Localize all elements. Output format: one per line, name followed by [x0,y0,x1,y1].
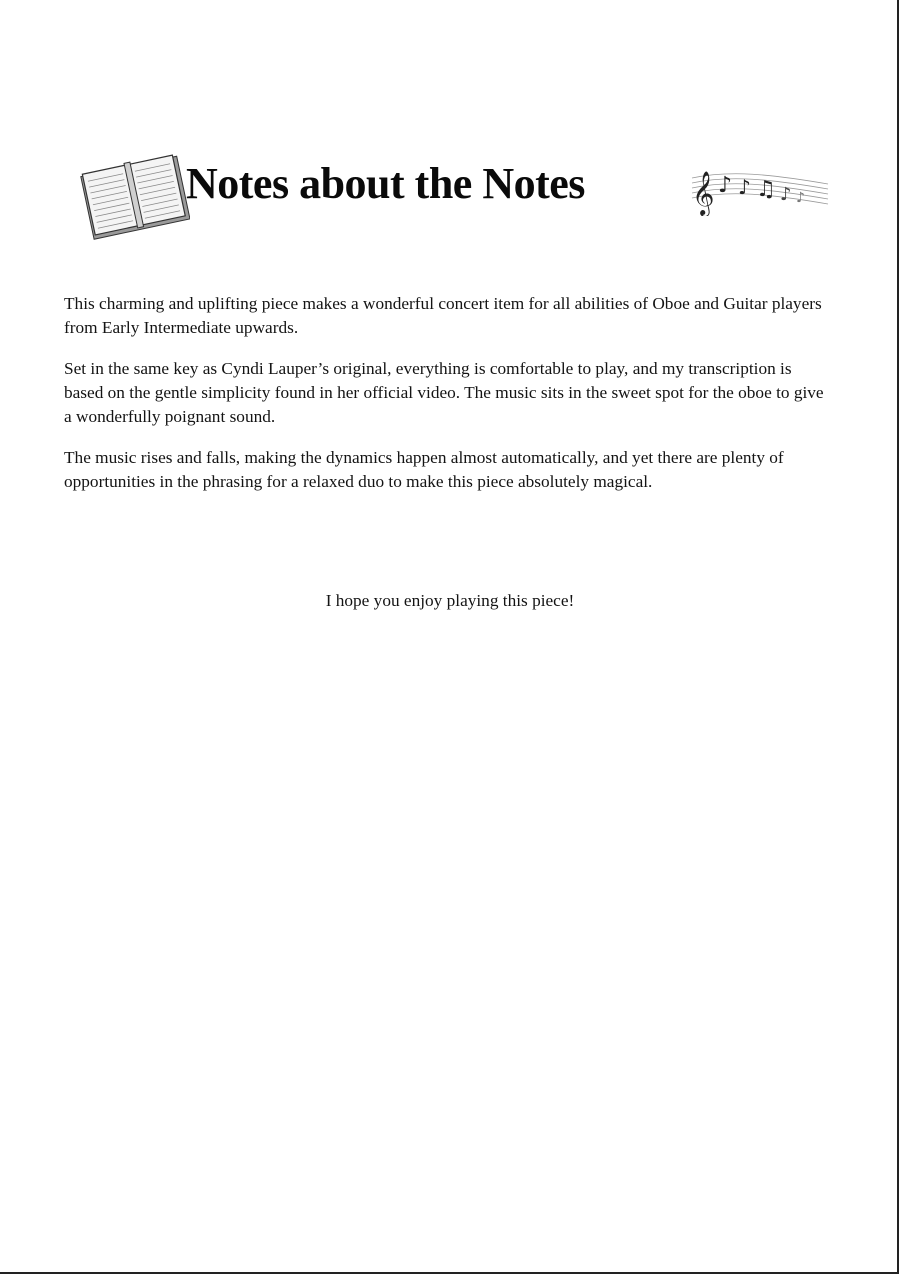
paragraph-dynamics: The music rises and falls, making the dynamics happen almost automatically, and yet there are plenty of opportunities in the phrasing for a relaxed duo to make this piece absolutely magical. [64,448,784,491]
page-header [78,150,838,245]
paragraph-key: Set in the same key as Cyndi Lauper’s original, everything is comfortable to play, and my transcription is based on the gentle simplicity found in her official video. The music sits in the sweet spot for the oboe to give a wonderfully poignant sound. [64,359,824,426]
svg-text:♪: ♪ [718,173,733,198]
notes-body [64,292,824,511]
page-title: Notes about the Notes [186,159,585,208]
closing-line: I hope you enjoy playing this piece! [325,591,575,611]
svg-text:♪: ♪ [738,175,751,199]
open-notebook-icon [78,150,190,242]
paragraph-intro: This charming and uplifting piece makes a wonderful concert item for all abilities of Oboe and Guitar players from Early Intermediate upwards. [64,294,822,337]
svg-text:♪: ♪ [780,184,792,205]
svg-text:♪: ♪ [796,190,805,206]
svg-text:♫: ♫ [756,177,776,202]
music-notes-icon [690,156,830,216]
svg-text:𝄞: 𝄞 [692,171,715,215]
